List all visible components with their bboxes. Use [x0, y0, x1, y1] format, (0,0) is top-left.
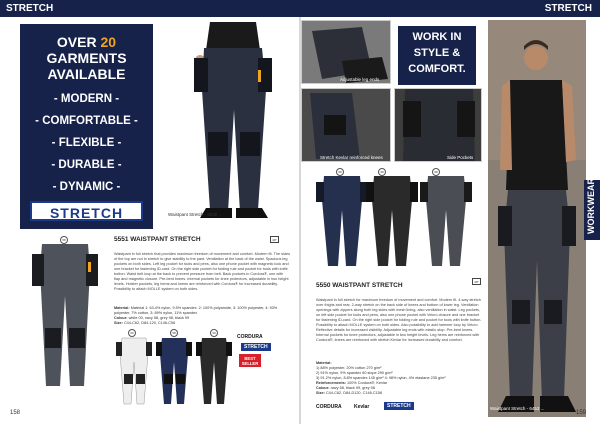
kevlar-logo: Kevlar	[354, 404, 370, 410]
color-badge: 58	[170, 329, 178, 337]
pants-5550-variants	[310, 170, 485, 270]
product-5550-specs	[316, 361, 484, 396]
side-pockets-image	[395, 89, 482, 162]
color-badge: 98	[432, 168, 440, 176]
stretch-logo: STRETCH	[384, 402, 414, 410]
pants-black	[196, 338, 232, 404]
spec-row: Size: C44-C62, D84-D120, C146-C156	[316, 391, 383, 395]
spec-row: 3) 91.2% nylon, 8.8% spandex 145 g/m² 4: 98% nylon, 4% elastane 235 g/m²	[316, 376, 446, 380]
product-5551-description: Waistpant in full stretch that provides maximum freedom of movement and comfort. Modern fit. The sides of the top are not in stretch to give stability to the pant. Ventilation at the back of the waist. Spacious leg pockets on both sides. Left leg pocket for tools and pens, also one phone pocket with magnetic lock and one bracket for fastening ID-card. On the right side pocket for folding rule and pocket for tools with knife button. Waist belt loop at the back to prevent pressure from belt. Back pockets in Cordura®, one with flap and magnetic closure. Pre-bent knees. Internal pockets for knee protectors, adjustable in two height levels. Holster pockets, leg hems and knees are reinforced with Cordura® for increased durability. Possibility to attach MOLLE system on both sides.	[114, 252, 290, 291]
product-5551-title: 5551 WAISTPANT STRETCH	[114, 236, 201, 243]
color-badge: 00	[128, 329, 136, 337]
promo-count: 20	[100, 34, 117, 50]
product-5550-title: 5550 WAISTPANT STRETCH	[316, 282, 403, 289]
work-in-style-box	[398, 26, 476, 85]
spec-row: 1) 88% polyester, 20% cotton 270 g/m²	[316, 366, 382, 370]
pants-white	[116, 338, 152, 404]
product-5551-specs	[114, 306, 290, 326]
hero-caption: Waistpant Stretch - 6030 ...	[168, 212, 223, 217]
adjustable-leg-image	[302, 21, 391, 84]
cordura-logo: CORDURA	[237, 334, 263, 340]
spec-row: Material:	[316, 361, 332, 365]
spec-row: Colour: white 00, navy 58, grey 98, black 99	[114, 316, 190, 320]
promo-attribute: - COMFORTABLE -	[35, 115, 138, 127]
spec-row: Colour: navy 58, black 99, grey 98	[316, 386, 375, 390]
pants-grey	[420, 176, 472, 266]
detail-caption: Adjustable leg ends	[340, 77, 380, 82]
pants-black	[366, 176, 418, 266]
best-seller-badge: BEST SELLER	[239, 354, 261, 367]
wash-care-icon: 40°	[270, 236, 279, 243]
right-photo-caption: Waistpant Stretch - 6453 ...	[490, 406, 545, 411]
promo-attribute: - MODERN -	[53, 93, 120, 105]
promo-box	[20, 24, 153, 229]
detail-photo-kevlar	[301, 88, 391, 162]
work-line-3: COMFORT.	[408, 63, 466, 75]
promo-attribute: - DURABLE -	[51, 159, 122, 171]
hero-model-image	[170, 20, 296, 220]
detail-photo-adjustable	[301, 20, 391, 84]
spec-row: Material: Material 1: 63.4% nylon, 9.5% spandex. 2: 100% polyamide, 3: 100% polyester, 4: 93% polyester, 7% cotton, 3: 89% nylon, 11% spandex	[114, 306, 278, 315]
right-page-photo	[488, 20, 586, 417]
product-5550-description: Waistpant in full stretch for maximum freedom of movement and comfort. Modern fit. 4-way stretch over thighs and rear, 2-way stretch on the back side of knees and bottom of lower leg. Ventilation openings with zippers along both leg sides with mesh lining, also ventilation in waist. Leg pockets, on left side pocket for tools and pens, also one phone pocket with Velcro closure and one bracket for fastening ID-card. On the right side pocket for folding rule and pocket for tools with knife button. Possibility to attach MOLLE system on both sides. Also possibility to add hammer loop by Velcro. Reflective details for increased visibility. Adjustable leg ends with elastic stop. Pre-bent knees. Internal pockets for knee protectors, adjustable in two height levels. Leg hems are reinforced with Cordura®, knees are reinforced with stretch Kevlar for increased durability and comfort.	[316, 298, 482, 342]
detail-caption: Stretch Kevlar reinforced knees	[320, 155, 383, 160]
promo-headline-3: AVAILABLE	[47, 66, 126, 82]
page-number-left: 158	[10, 410, 21, 416]
color-badge: 58	[336, 168, 344, 176]
promo-headline-2: GARMENTS	[46, 50, 127, 66]
spec-row: Reinforcements: 100% Cordura®, Kevlar	[316, 381, 388, 385]
promo-headline-1: OVER 20	[56, 34, 117, 50]
promo-attribute: - DYNAMIC -	[52, 181, 121, 193]
kevlar-knee-image	[302, 89, 391, 162]
header-bar	[0, 0, 600, 17]
promo-attribute: - FLEXIBLE -	[51, 137, 122, 149]
workwear-tab-label: WORKWEAR	[586, 178, 596, 234]
worker-model-image	[488, 20, 586, 417]
pants-5551-variants	[112, 334, 234, 406]
detail-photo-side-pockets	[394, 88, 482, 162]
wash-care-icon: 40°	[472, 278, 481, 285]
color-badge: 99	[378, 168, 386, 176]
spec-row: Size: C44-C62, D84-120, C146-C56	[114, 321, 176, 325]
pants-5551-main	[30, 240, 100, 390]
detail-caption: Side Pockets	[447, 155, 474, 160]
stretch-logo: STRETCH	[241, 343, 271, 351]
stretch-badge: STRETCH	[30, 201, 143, 221]
work-line-1: WORK IN	[412, 31, 462, 43]
pants-navy	[316, 176, 368, 266]
work-line-2: STYLE &	[413, 47, 461, 59]
header-left-label: STRETCH	[6, 3, 54, 14]
spec-row: 2) 91% nylon, 9% spandex 60 slope 290 g/m²	[316, 371, 393, 375]
cordura-logo: CORDURA	[316, 404, 342, 410]
color-badge: 99	[210, 329, 218, 337]
pants-navy	[156, 338, 192, 404]
page-number-right: 159	[576, 410, 587, 416]
header-right-label: STRETCH	[544, 3, 592, 14]
color-badge-top: 58	[60, 236, 68, 244]
